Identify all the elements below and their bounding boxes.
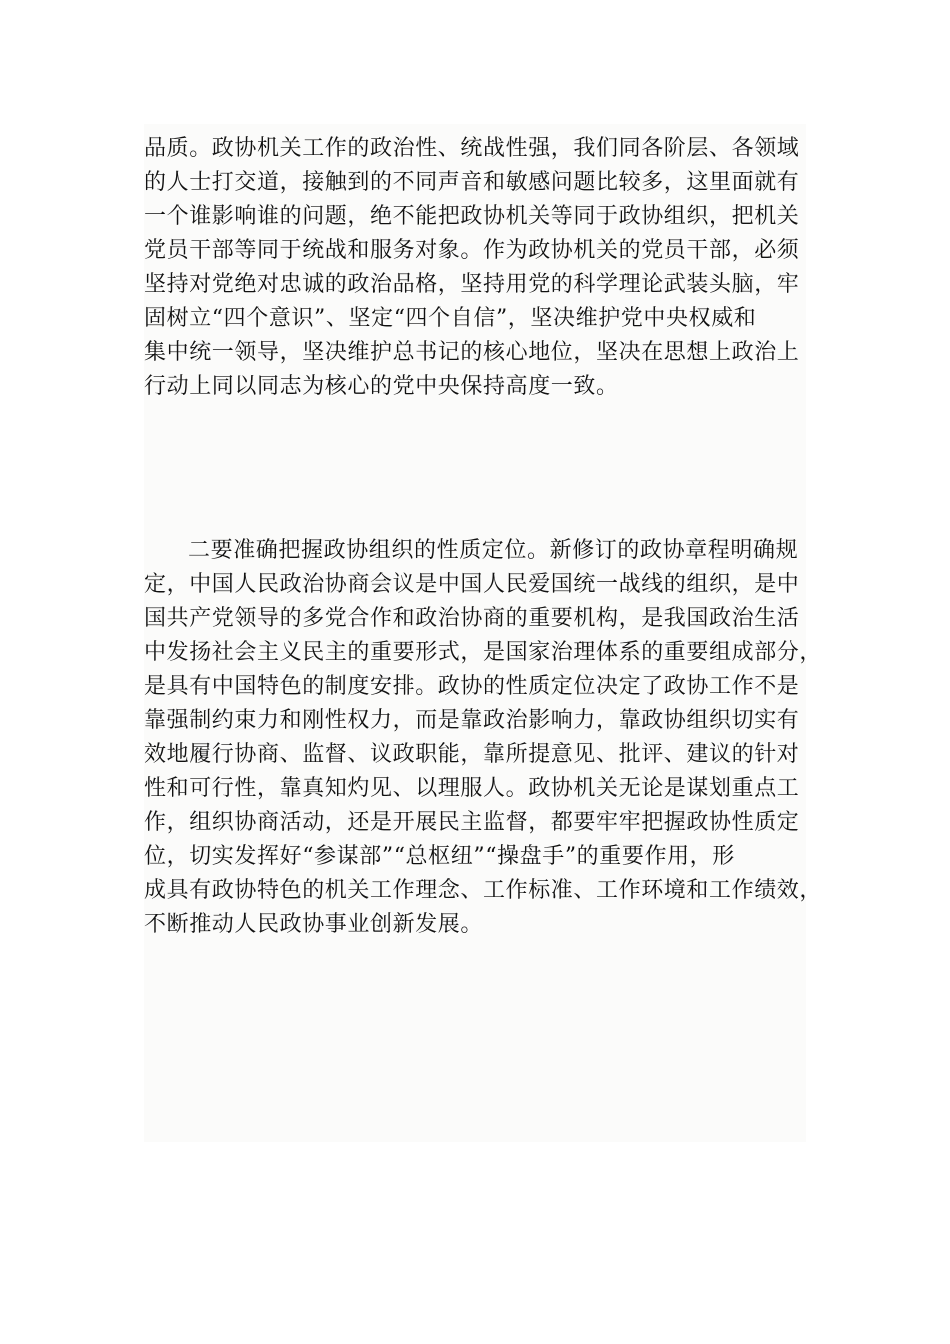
paragraph-2-line-7: 效地履行协商、监督、议政职能，靠所提意见、批评、建议的针对	[144, 742, 800, 767]
paragraph-1-line-6: 固树立“四个意识”、坚定“四个自信”，坚决维护党中央权威和	[144, 306, 757, 331]
paragraph-1-line-8: 行动上同以同志为核心的党中央保持高度一致。	[144, 374, 619, 399]
text-block	[144, 124, 823, 1142]
paragraph-1	[144, 132, 806, 404]
paragraph-1-line-2: 的人士打交道，接触到的不同声音和敏感问题比较多，这里面就有	[144, 170, 800, 195]
paragraph-2-line-1: 二要准确把握政协组织的性质定位。新修订的政协章程明确规	[188, 538, 799, 563]
paragraph-2-line-3: 国共产党领导的多党合作和政治协商的重要机构，是我国政治生活	[144, 606, 800, 631]
paragraph-2-line-6: 靠强制约束力和刚性权力，而是靠政治影响力，靠政协组织切实有	[144, 708, 800, 733]
paragraph-2-line-5: 是具有中国特色的制度安排。政协的性质定位决定了政协工作不是	[144, 674, 800, 699]
paragraph-1-line-7: 集中统一领导，坚决维护总书记的核心地位，坚决在思想上政治上	[144, 340, 800, 365]
paragraph-1-line-3: 一个谁影响谁的问题，绝不能把政协机关等同于政协组织，把机关	[144, 204, 800, 229]
paragraph-1-line-1: 品质。政协机关工作的政治性、统战性强，我们同各阶层、各领域	[144, 136, 800, 161]
paragraph-2-line-2: 定，中国人民政治协商会议是中国人民爱国统一战线的组织，是中	[144, 572, 800, 597]
paragraph-2-line-4: 中发扬社会主义民主的重要形式，是国家治理体系的重要组成部分，	[144, 640, 823, 665]
paragraph-2	[144, 534, 823, 942]
paragraph-1-line-4: 党员干部等同于统战和服务对象。作为政协机关的党员干部，必须	[144, 238, 800, 263]
paragraph-2-line-9: 作，组织协商活动，还是开展民主监督，都要牢牢把握政协性质定	[144, 810, 800, 835]
paragraph-2-line-8: 性和可行性，靠真知灼见、以理服人。政协机关无论是谋划重点工	[144, 776, 800, 801]
paragraph-1-line-5: 坚持对党绝对忠诚的政治品格，坚持用党的科学理论武装头脑，牢	[144, 272, 800, 297]
paragraph-2-line-11: 成具有政协特色的机关工作理念、工作标准、工作环境和工作绩效，	[144, 878, 823, 903]
paragraph-2-line-12: 不断推动人民政协事业创新发展。	[144, 912, 484, 937]
paragraph-2-line-10: 位，切实发挥好“参谋部”“总枢纽”“操盘手”的重要作用，形	[144, 844, 735, 869]
